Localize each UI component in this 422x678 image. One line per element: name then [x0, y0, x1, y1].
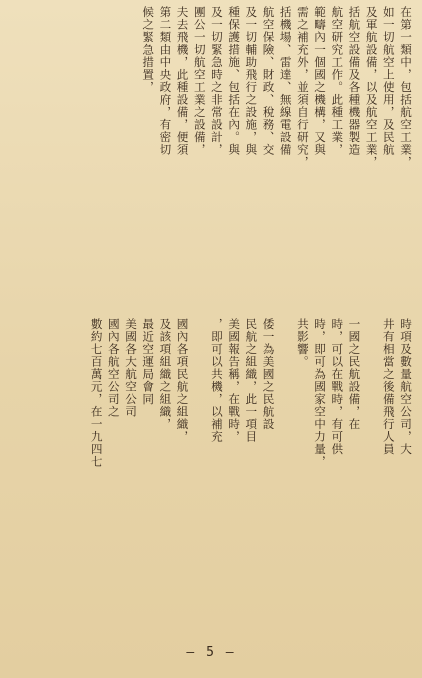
text-column: 一國之民航設備，在: [347, 318, 362, 431]
text-column: 國內各航空公司之: [106, 318, 121, 418]
text-column: 第二類由中央政府，有密切: [158, 6, 173, 156]
text-column: 種保護措施、包括在內。與: [227, 6, 242, 156]
text-column: 時，可以在戰時，有可供: [330, 318, 345, 456]
text-column: 航空保險、財政、稅務、交: [261, 6, 276, 156]
text-column: 國內各項民航之組織，: [175, 318, 190, 443]
text-column: [191, 318, 208, 636]
text-column: 範疇內一個國之機構，又與: [313, 6, 328, 156]
text-column: 團公一切航空工業之設備，: [192, 6, 207, 156]
page-number: — 5 —: [186, 645, 236, 660]
text-column: 美國各大航空公司: [124, 318, 138, 418]
text-column: 如一切航空上使用，及民航: [381, 6, 396, 156]
text-column: 數約七百萬元，在一九四七: [89, 318, 104, 468]
text-column: 民航之組織，此一項目: [244, 318, 259, 443]
text-column: [362, 318, 379, 636]
text-column: 夫去飛機，此種設備，便須: [175, 6, 190, 156]
lower-text-block: [8, 318, 414, 636]
text-column: 及該項組織之組織，: [158, 318, 173, 431]
text-column: 需之補充外，並須自行研究，: [295, 6, 310, 169]
text-column: 最近空運局會同: [141, 318, 156, 406]
text-column: 在第一類中，包括航空工業，: [399, 6, 413, 169]
text-column: 時項及數量航空公司，大: [399, 318, 413, 456]
text-column: 井有相當之後備飛行人員: [381, 318, 396, 456]
text-column: 及一切輔助飛行之設施，與: [244, 6, 259, 156]
text-column: 倭一為美國之民航設: [261, 318, 276, 431]
upper-text-block: [8, 6, 414, 312]
text-column: 括航空設備及各種機器製造: [347, 6, 362, 156]
text-column: 美國報告稱，在戰時，: [227, 318, 242, 443]
text-column: 航空研究工作。此種工業，: [330, 6, 345, 156]
text-column: 及軍航設備，以及航空工業，: [364, 6, 379, 169]
text-column: 括機場、雷達、無線電設備: [278, 6, 293, 156]
text-column: 候之緊急措置，: [141, 6, 156, 94]
text-column: [277, 318, 294, 636]
text-column: 時，即可為國家空中力量，: [313, 318, 328, 468]
text-column: 及一切緊急時之非常設計，: [209, 6, 224, 156]
text-column: 共影響。: [295, 318, 310, 368]
text-column: ，即可以共機，以補充: [209, 318, 224, 443]
